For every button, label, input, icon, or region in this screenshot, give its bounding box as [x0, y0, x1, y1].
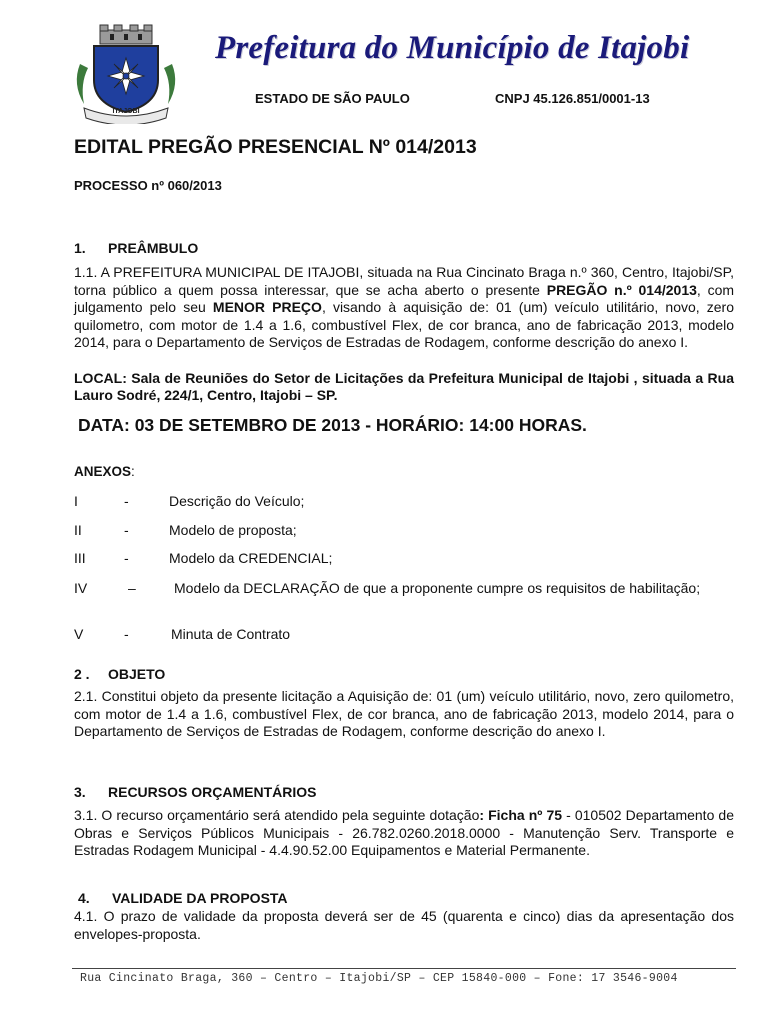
- annex-roman: II: [74, 522, 82, 538]
- annex-dash: –: [128, 580, 136, 596]
- annex-roman: III: [74, 550, 86, 566]
- annex-dash: -: [124, 550, 129, 566]
- document-title: EDITAL PREGÃO PRESENCIAL Nº 014/2013: [74, 136, 477, 158]
- preamble-paragraph: [74, 264, 734, 352]
- annexes-colon: :: [131, 464, 135, 479]
- annex-roman: V: [74, 626, 84, 642]
- annex-dash: -: [124, 626, 129, 642]
- section-3-heading: [74, 784, 316, 800]
- section-number: 4.: [78, 890, 90, 906]
- budget-ficha: : Ficha nº 75: [479, 807, 563, 823]
- municipal-crest: [70, 24, 182, 124]
- section-title: RECURSOS ORÇAMENTÁRIOS: [108, 784, 317, 800]
- annex-description: Modelo da CREDENCIAL;: [169, 550, 333, 566]
- municipality-title: Prefeitura do Município de Itajobi: [215, 30, 690, 66]
- annex-roman: IV: [74, 580, 88, 596]
- annexes-title: ANEXOS: [74, 464, 132, 479]
- budget-text-a: 3.1. O recurso orçamentário será atendido pela seguinte dotação: [74, 807, 480, 823]
- budget-paragraph: [74, 807, 734, 860]
- annexes-heading: [74, 464, 135, 479]
- pregao-number: PREGÃO n.º 014/2013: [546, 281, 697, 298]
- annex-description: Modelo da DECLARAÇÃO de que a proponente cumpre os requisitos de habilitação;: [174, 580, 701, 596]
- object-paragraph: 2.1. Constitui objeto da presente licitação a Aquisição de: 01 (um) veículo utilitário, novo, zero quilometro, com motor de 1.4 a 1.6, combustível Flex, de cor branca, ano de fabricação 2013, modelo 2014, para o Departamento de Serviços de Estradas de Rodagem, conforme descrição do anexo I.: [74, 688, 734, 739]
- section-number: 1.: [74, 240, 86, 256]
- annex-item: [74, 580, 734, 616]
- section-title: PREÂMBULO: [108, 240, 199, 256]
- process-number: PROCESSO nº 060/2013: [74, 178, 222, 193]
- section-number: 3.: [74, 784, 86, 800]
- validity-paragraph: 4.1. O prazo de validade da proposta deverá ser de 45 (quarenta e cinco) dias da apresentação dos envelopes-proposta.: [74, 908, 734, 942]
- footer-address: Rua Cincinato Braga, 360 – Centro – Itajobi/SP – CEP 15840-000 – Fone: 17 3546-9004: [80, 972, 678, 985]
- annex-dash: -: [124, 522, 129, 538]
- preamble-text-a: 1.1. A PREFEITURA MUNICIPAL DE ITAJOBI, situada na Rua Cincinato Braga n.º 360, Centro, Itajobi/SP, torna público a quem possa interessar, que se acha aberto o presente: [74, 264, 734, 298]
- state-label: ESTADO DE SÃO PAULO: [255, 91, 410, 106]
- section-4-heading: [78, 890, 288, 906]
- section-2-heading: [74, 666, 165, 682]
- crest-ribbon-label: ITAJOBI: [112, 108, 140, 115]
- budget-text-c: - 010502 Departamento de Obras e Serviços Públicos Municipais - 26.782.0260.2018.0000 - Manutenção Serv. Transporte e Estradas Rodagem Municipal - 4.4.90.52.00 Equipamentos e Material Permanente.: [74, 807, 734, 858]
- annex-description: Descrição do Veículo;: [169, 493, 305, 509]
- annex-roman: I: [74, 493, 78, 509]
- preamble-text-c: , com julgamento pelo seu: [74, 281, 735, 315]
- menor-preco: MENOR PREÇO: [212, 299, 322, 315]
- preamble-text-e: , visando à aquisição de: 01 (um) veículo utilitário, novo, zero quilometro, com motor de 1.4 a 1.6, combustível Flex, de cor branca, ano de fabricação 2013, modelo 2014, para o Departamento de Serviços de Estradas de Rodagem, conforme descrição do anexo I.: [74, 299, 735, 350]
- annex-description: Minuta de Contrato: [171, 626, 291, 642]
- session-date-time: DATA: 03 DE SETEMBRO DE 2013 - HORÁRIO: 14:00 HORAS.: [78, 415, 587, 435]
- cnpj-label: CNPJ 45.126.851/0001-13: [495, 91, 650, 106]
- section-1-heading: [74, 240, 198, 256]
- section-title: OBJETO: [108, 666, 166, 682]
- annex-dash: -: [124, 493, 129, 509]
- annex-description: Modelo de proposta;: [169, 522, 297, 538]
- section-title: VALIDADE DA PROPOSTA: [112, 890, 288, 906]
- section-number: 2 .: [74, 666, 90, 682]
- footer-divider: [72, 968, 736, 969]
- meeting-location: LOCAL: Sala de Reuniões do Setor de Licitações da Prefeitura Municipal de Itajobi , situada a Rua Lauro Sodré, 224/1, Centro, Itajobi – SP.: [74, 370, 734, 403]
